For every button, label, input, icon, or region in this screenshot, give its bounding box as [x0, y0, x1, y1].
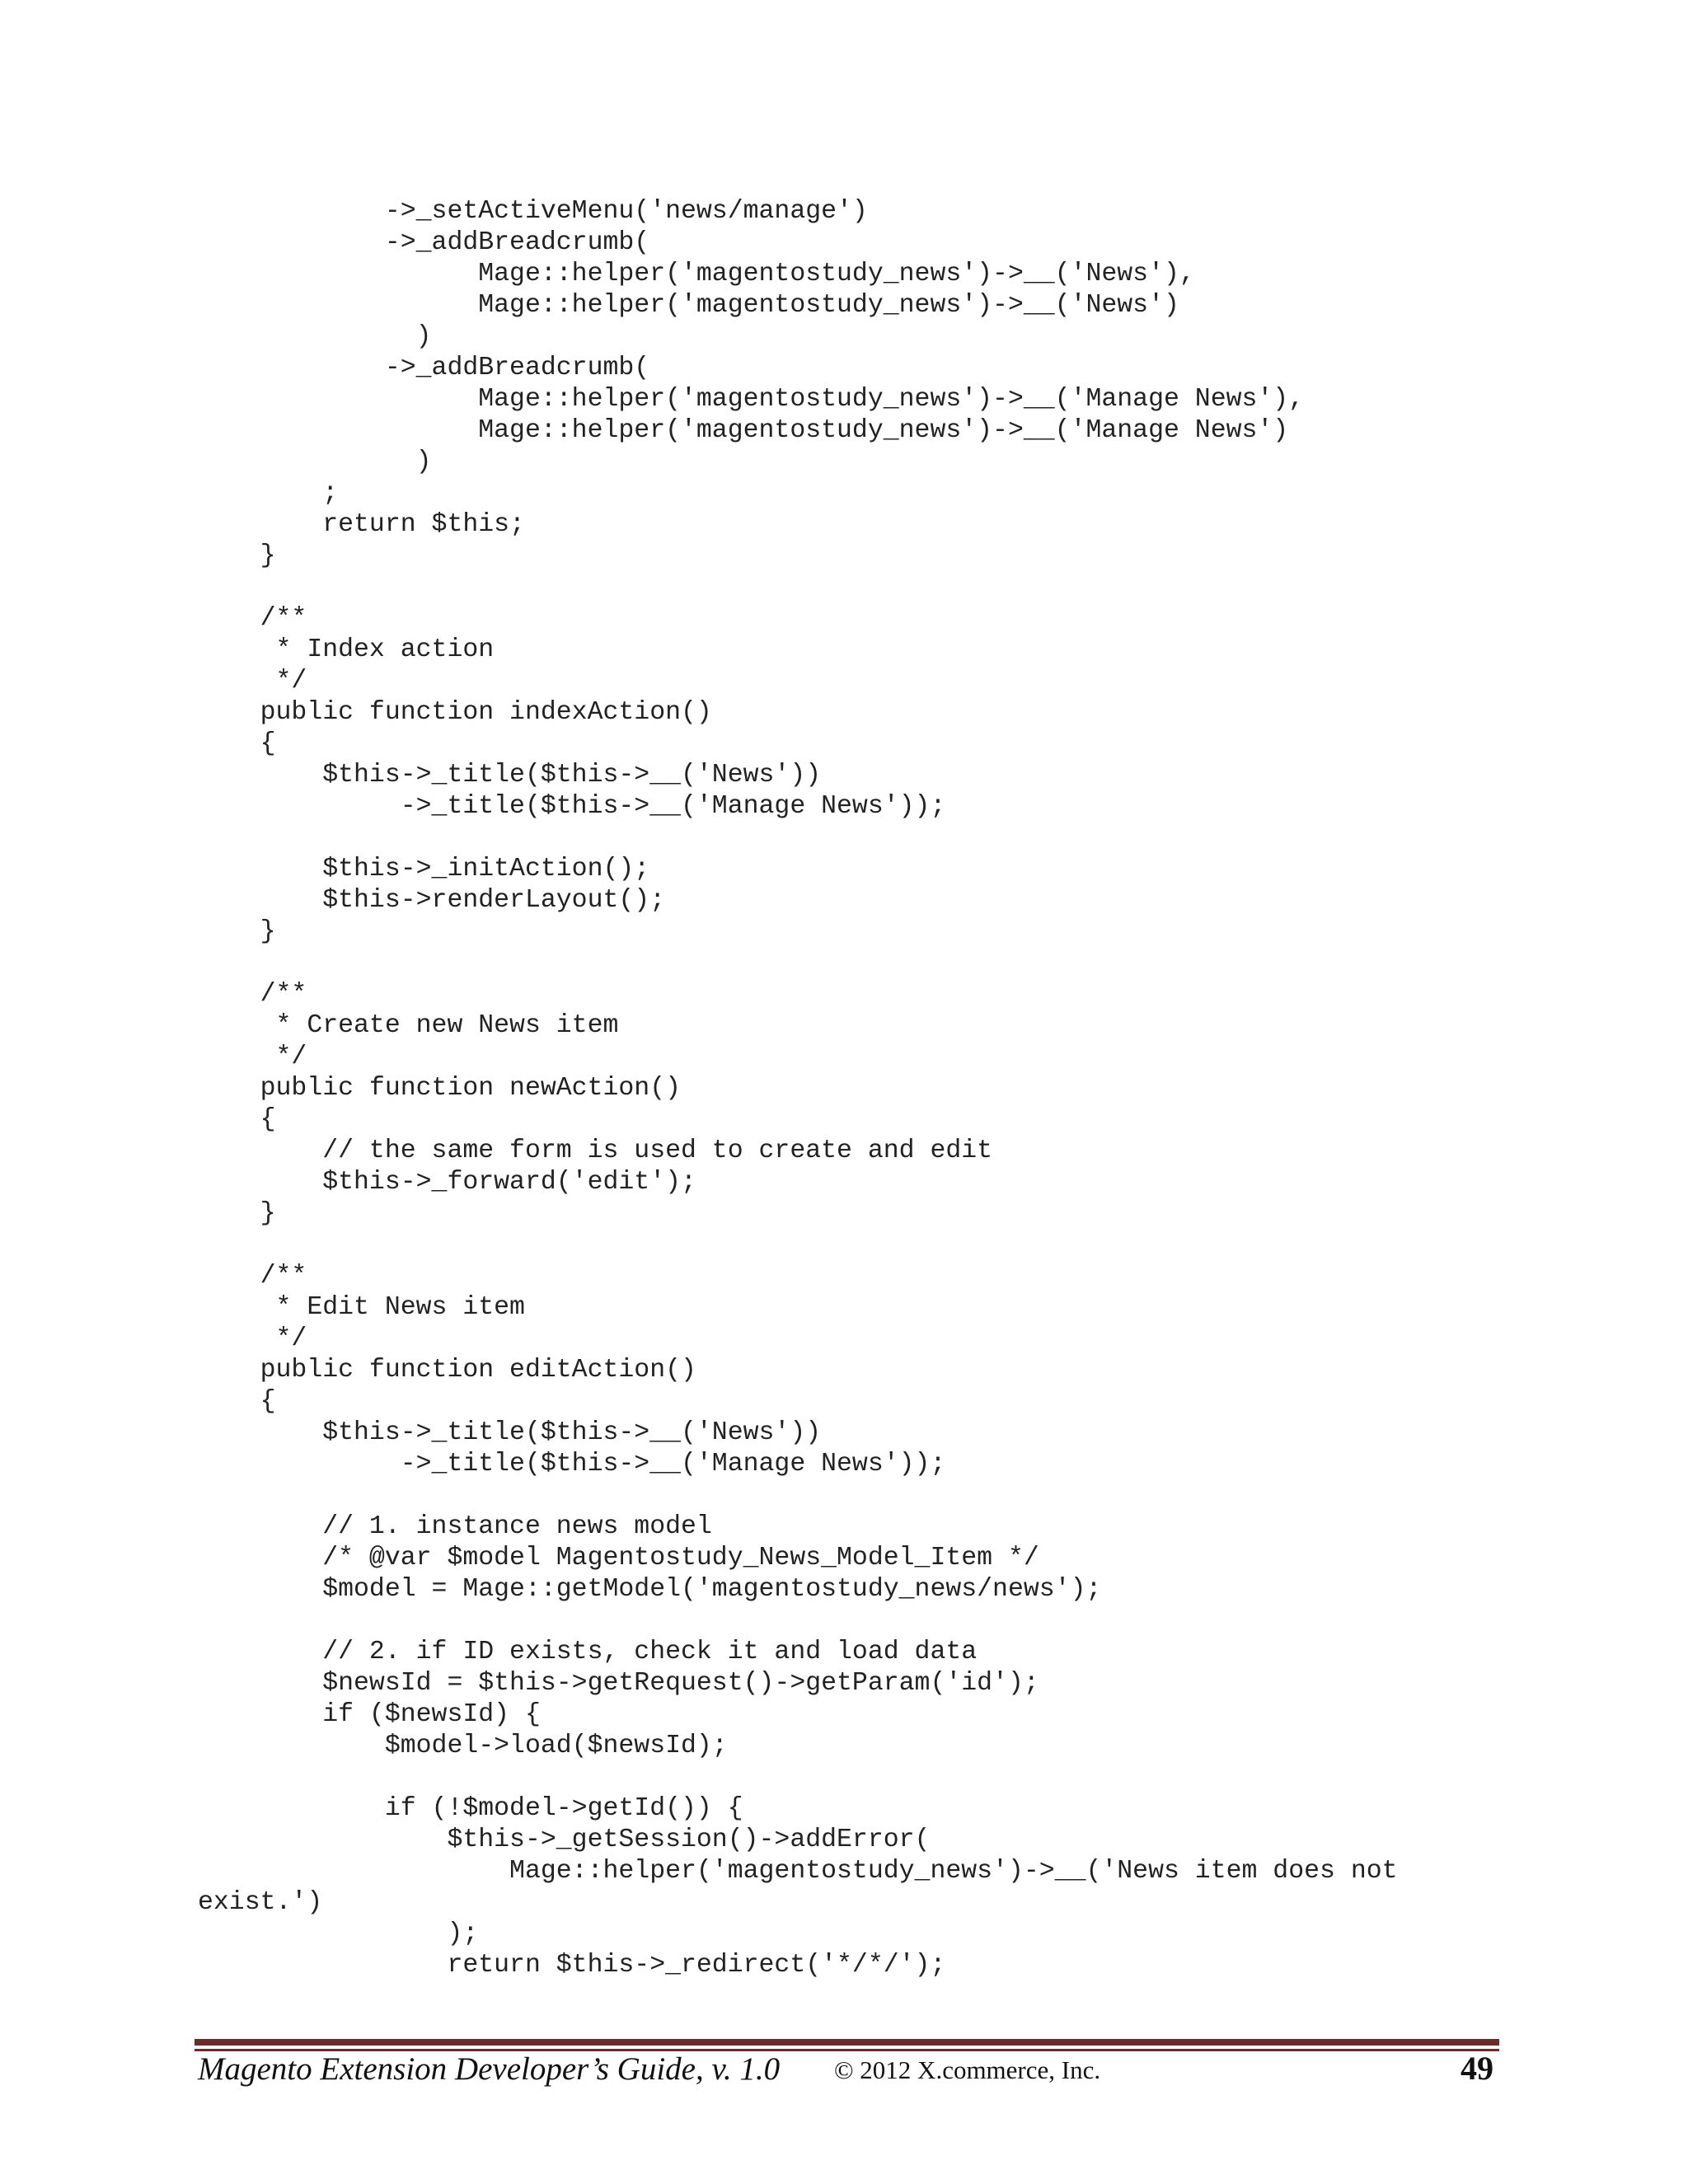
code-line	[198, 948, 1500, 979]
code-line: ->_title($this->__('Manage News'));	[198, 792, 946, 821]
code-line: $model = Mage::getModel('magentostudy_news/news');	[198, 1575, 1102, 1604]
code-line: public function indexAction()	[198, 698, 712, 727]
code-line: Mage::helper('magentostudy_news')->__('News')	[198, 291, 1179, 320]
code-line: /* @var $model Magentostudy_News_Model_Item */	[198, 1544, 1039, 1572]
code-line: return $this->_redirect('*/*/');	[198, 1951, 946, 1980]
code-line	[198, 1605, 1500, 1637]
code-line: }	[198, 917, 276, 946]
code-line	[198, 572, 1500, 603]
code-line: );	[198, 1919, 479, 1948]
code-line: }	[198, 541, 276, 570]
code-line: $this->_getSession()->addError(	[198, 1825, 931, 1854]
footer-book-title: Magento Extension Developer’s Guide, v. 1.0	[198, 2051, 781, 2087]
code-listing	[198, 196, 1500, 1981]
code-line: ->_setActiveMenu('news/manage')	[198, 197, 868, 226]
code-line: /**	[198, 604, 307, 633]
code-line: if ($newsId) {	[198, 1700, 541, 1729]
code-line: /**	[198, 980, 307, 1009]
code-line: $this->_initAction();	[198, 855, 650, 883]
code-line: )	[198, 322, 432, 351]
code-line: */	[198, 1043, 307, 1071]
code-line: Mage::helper('magentostudy_news')->__('Manage News')	[198, 416, 1289, 445]
code-line: {	[198, 729, 276, 758]
page-number: 49	[1461, 2050, 1493, 2087]
code-line: // the same form is used to create and edit	[198, 1137, 993, 1165]
code-line	[198, 1230, 1500, 1261]
code-line: * Index action	[198, 635, 495, 664]
code-line: $model->load($newsId);	[198, 1732, 728, 1760]
code-line	[198, 823, 1500, 854]
code-line: * Create new News item	[198, 1011, 619, 1040]
code-line: public function editAction()	[198, 1356, 696, 1385]
code-line: * Edit News item	[198, 1293, 525, 1322]
code-line: $this->renderLayout();	[198, 886, 666, 915]
code-line: )	[198, 448, 432, 476]
code-line: {	[198, 1105, 276, 1134]
code-line: Mage::helper('magentostudy_news')->__('Manage News'),	[198, 385, 1305, 414]
code-line: /**	[198, 1262, 307, 1291]
code-line: */	[198, 1324, 307, 1353]
code-line: }	[198, 1199, 276, 1228]
code-line: ;	[198, 479, 339, 508]
code-line	[198, 1762, 1500, 1793]
code-line: $this->_title($this->__('News'))	[198, 1418, 822, 1447]
code-line: exist.')	[198, 1888, 323, 1917]
code-line: Mage::helper('magentostudy_news')->__('News'),	[198, 260, 1195, 288]
code-line: $this->_title($this->__('News'))	[198, 761, 822, 790]
code-line: ->_title($this->__('Manage News'));	[198, 1450, 946, 1479]
code-line: $newsId = $this->getRequest()->getParam('id');	[198, 1669, 1039, 1698]
footer-copyright: © 2012 X.commerce, Inc.	[834, 2055, 1101, 2084]
code-line: public function newAction()	[198, 1074, 681, 1103]
code-line: // 2. if ID exists, check it and load data	[198, 1638, 978, 1666]
code-line: {	[198, 1387, 276, 1416]
code-line: Mage::helper('magentostudy_news')->__('News item does not	[198, 1857, 1398, 1886]
footer-rule-thick	[195, 2039, 1499, 2046]
code-line: $this->_forward('edit');	[198, 1168, 696, 1197]
code-line: if (!$model->getId()) {	[198, 1794, 743, 1823]
code-line: return $this;	[198, 510, 525, 539]
code-line: ->_addBreadcrumb(	[198, 354, 650, 382]
code-line: ->_addBreadcrumb(	[198, 228, 650, 257]
code-line: */	[198, 667, 307, 696]
code-line	[198, 1480, 1500, 1511]
code-line: // 1. instance news model	[198, 1512, 712, 1541]
